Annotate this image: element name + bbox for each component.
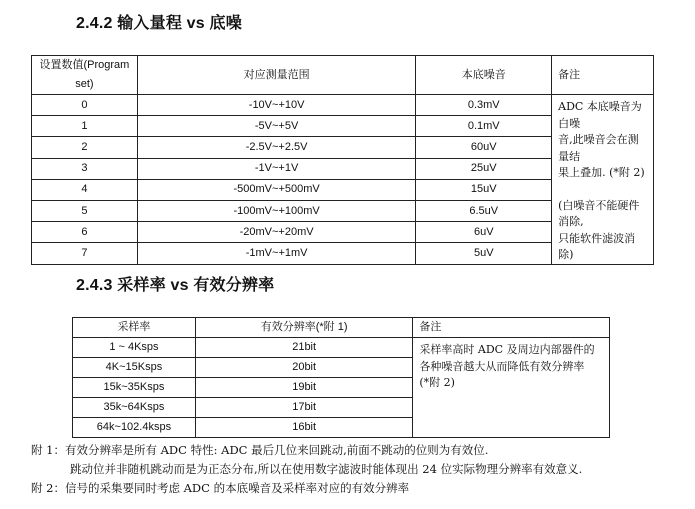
note-line: 采样率高时 ADC 及周边内部器件的 — [419, 343, 595, 356]
header-sample-rate: 采样率 — [73, 318, 196, 338]
note-cell — [552, 95, 654, 265]
footnote-1-continued: 跳动位并非随机跳动而是为正态分布,所以在使用数字滤波时能体现出 24 位实际物理分辨率有效意义. — [70, 462, 583, 476]
header-note: 备注 — [413, 318, 610, 338]
footnote-1: 附 1：有效分辨率是所有 ADC 特性: ADC 最后几位来回跳动,前面不跳动的位则为有效位. — [31, 443, 489, 457]
cell-resolution: 21bit — [195, 338, 413, 358]
cell-range: -10V~+10V — [137, 95, 416, 116]
cell-range: -20mV~+20mV — [137, 222, 416, 243]
section-title-input-range: 2.4.2 输入量程 vs 底噪 — [76, 15, 242, 32]
header-noise: 本底噪音 — [416, 56, 552, 95]
note-line: ADC 本底噪音为白噪 — [558, 100, 642, 130]
table-header-row — [73, 318, 610, 338]
cell-resolution: 16bit — [195, 418, 413, 438]
cell-program-set: 3 — [32, 158, 138, 179]
table-header-row — [32, 56, 654, 95]
cell-range: -100mV~+100mV — [137, 200, 416, 221]
cell-noise: 0.3mV — [416, 95, 552, 116]
header-measure-range: 对应测量范围 — [137, 56, 416, 95]
cell-sample-rate: 35k~64Ksps — [73, 398, 196, 418]
cell-resolution: 20bit — [195, 358, 413, 378]
cell-noise: 15uV — [416, 179, 552, 200]
note-cell — [413, 338, 610, 438]
cell-sample-rate: 64k~102.4ksps — [73, 418, 196, 438]
cell-sample-rate: 1 ~ 4Ksps — [73, 338, 196, 358]
cell-range: -500mV~+500mV — [137, 179, 416, 200]
cell-program-set: 7 — [32, 243, 138, 264]
cell-sample-rate: 15k~35Ksps — [73, 378, 196, 398]
note-line: 各种噪音越大从而降低有效分辨率 — [419, 359, 585, 373]
note-line: 只能软件滤波消除) — [558, 231, 636, 261]
section-title-sample-rate: 2.4.3 采样率 vs 有效分辨率 — [76, 277, 275, 294]
input-range-noise-table — [31, 55, 654, 265]
note-line: (*附 2) — [419, 376, 455, 389]
cell-range: -1V~+1V — [137, 158, 416, 179]
note-line: 音,此噪音会在测量结 — [558, 133, 639, 163]
cell-program-set: 4 — [32, 179, 138, 200]
cell-noise: 6.5uV — [416, 200, 552, 221]
header-program-set: 设置数值(Program set) — [32, 56, 138, 95]
note-line: (白噪音不能硬件消除, — [558, 198, 640, 228]
cell-noise: 6uV — [416, 222, 552, 243]
cell-program-set: 2 — [32, 137, 138, 158]
cell-range: -2.5V~+2.5V — [137, 137, 416, 158]
cell-noise: 25uV — [416, 158, 552, 179]
note-line: 果上叠加. (*附 2) — [558, 166, 645, 179]
cell-program-set: 6 — [32, 222, 138, 243]
cell-program-set: 1 — [32, 116, 138, 137]
cell-noise: 60uV — [416, 137, 552, 158]
header-effective-resolution: 有效分辨率(*附 1) — [195, 318, 413, 338]
table-row — [32, 95, 654, 116]
cell-noise: 0.1mV — [416, 116, 552, 137]
sample-rate-resolution-table — [72, 317, 610, 438]
cell-sample-rate: 4K~15Ksps — [73, 358, 196, 378]
cell-range: -1mV~+1mV — [137, 243, 416, 264]
header-note: 备注 — [552, 56, 654, 95]
footnote-2: 附 2：信号的采集要同时考虑 ADC 的本底噪音及采样率对应的有效分辨率 — [31, 481, 410, 495]
cell-program-set: 5 — [32, 200, 138, 221]
cell-resolution: 19bit — [195, 378, 413, 398]
cell-program-set: 0 — [32, 95, 138, 116]
cell-resolution: 17bit — [195, 398, 413, 418]
cell-range: -5V~+5V — [137, 116, 416, 137]
cell-noise: 5uV — [416, 243, 552, 264]
table-row — [73, 338, 610, 358]
